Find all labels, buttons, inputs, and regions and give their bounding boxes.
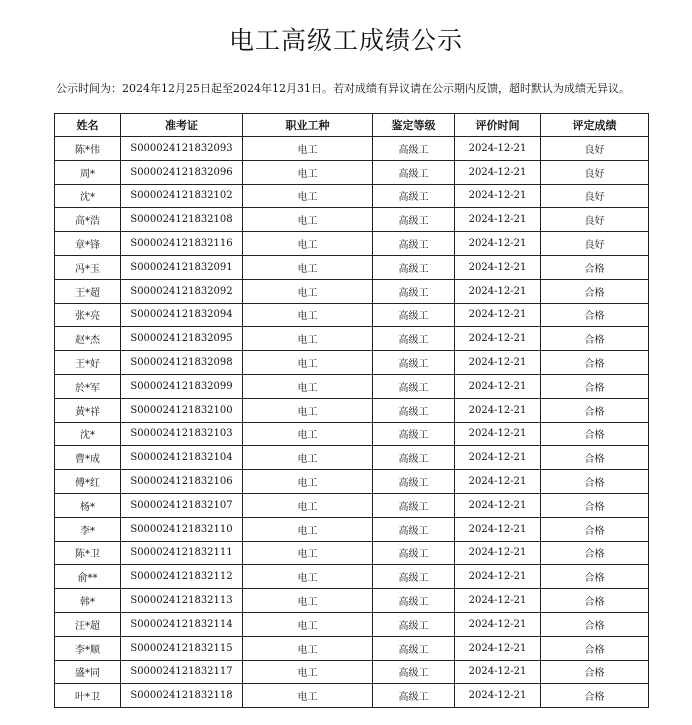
cell-occupation: 电工 (243, 493, 373, 517)
cell-result: 合格 (541, 612, 649, 636)
cell-occupation: 电工 (243, 422, 373, 446)
cell-occupation: 电工 (243, 446, 373, 470)
table-row (55, 327, 649, 351)
cell-name: 陈*伟 (55, 137, 121, 161)
table-row (55, 541, 649, 565)
cell-date: 2024-12-21 (455, 255, 541, 279)
cell-occupation: 电工 (243, 612, 373, 636)
cell-exam-id: S000024121832093 (121, 137, 243, 161)
table-row (55, 208, 649, 232)
table-row (55, 589, 649, 613)
cell-level: 高级工 (373, 398, 455, 422)
cell-name: 黄*祥 (55, 398, 121, 422)
table-row (55, 398, 649, 422)
cell-level: 高级工 (373, 160, 455, 184)
cell-exam-id: S000024121832108 (121, 208, 243, 232)
cell-occupation: 电工 (243, 303, 373, 327)
cell-exam-id: S000024121832102 (121, 184, 243, 208)
cell-result: 合格 (541, 279, 649, 303)
cell-exam-id: S000024121832098 (121, 351, 243, 375)
cell-result: 合格 (541, 684, 649, 708)
cell-result: 合格 (541, 517, 649, 541)
cell-result: 合格 (541, 541, 649, 565)
cell-name: 冯*玉 (55, 255, 121, 279)
cell-name: 章*锋 (55, 232, 121, 256)
cell-exam-id: S000024121832099 (121, 374, 243, 398)
cell-level: 高级工 (373, 137, 455, 161)
cell-level: 高级工 (373, 493, 455, 517)
cell-date: 2024-12-21 (455, 636, 541, 660)
cell-exam-id: S000024121832092 (121, 279, 243, 303)
table-row (55, 137, 649, 161)
cell-name: 韩* (55, 589, 121, 613)
cell-occupation: 电工 (243, 160, 373, 184)
cell-date: 2024-12-21 (455, 303, 541, 327)
cell-name: 沈* (55, 422, 121, 446)
header-date: 评价时间 (455, 114, 541, 137)
cell-occupation: 电工 (243, 232, 373, 256)
cell-name: 周* (55, 160, 121, 184)
table-row (55, 660, 649, 684)
cell-level: 高级工 (373, 517, 455, 541)
cell-result: 良好 (541, 160, 649, 184)
cell-date: 2024-12-21 (455, 374, 541, 398)
table-row (55, 493, 649, 517)
cell-name: 高*浩 (55, 208, 121, 232)
cell-result: 合格 (541, 493, 649, 517)
cell-exam-id: S000024121832116 (121, 232, 243, 256)
document-title: 电工高级工成绩公示 (228, 26, 463, 55)
cell-exam-id: S000024121832096 (121, 160, 243, 184)
cell-name: 陈*卫 (55, 541, 121, 565)
cell-date: 2024-12-21 (455, 327, 541, 351)
cell-level: 高级工 (373, 208, 455, 232)
table-row (55, 184, 649, 208)
cell-exam-id: S000024121832113 (121, 589, 243, 613)
cell-exam-id: S000024121832094 (121, 303, 243, 327)
cell-occupation: 电工 (243, 684, 373, 708)
cell-result: 合格 (541, 660, 649, 684)
cell-occupation: 电工 (243, 541, 373, 565)
cell-date: 2024-12-21 (455, 660, 541, 684)
header-level: 鉴定等级 (373, 114, 455, 137)
cell-result: 合格 (541, 303, 649, 327)
cell-name: 盛*同 (55, 660, 121, 684)
cell-name: 杨* (55, 493, 121, 517)
table-body (55, 137, 649, 708)
cell-result: 合格 (541, 636, 649, 660)
table-row (55, 303, 649, 327)
cell-date: 2024-12-21 (455, 446, 541, 470)
cell-level: 高级工 (373, 327, 455, 351)
cell-level: 高级工 (373, 351, 455, 375)
cell-exam-id: S000024121832115 (121, 636, 243, 660)
table-row (55, 351, 649, 375)
cell-result: 良好 (541, 232, 649, 256)
cell-occupation: 电工 (243, 184, 373, 208)
cell-occupation: 电工 (243, 137, 373, 161)
cell-date: 2024-12-21 (455, 565, 541, 589)
cell-date: 2024-12-21 (455, 398, 541, 422)
cell-occupation: 电工 (243, 589, 373, 613)
cell-name: 沈* (55, 184, 121, 208)
cell-level: 高级工 (373, 184, 455, 208)
cell-occupation: 电工 (243, 208, 373, 232)
cell-date: 2024-12-21 (455, 137, 541, 161)
cell-name: 赵*杰 (55, 327, 121, 351)
cell-result: 良好 (541, 184, 649, 208)
cell-exam-id: S000024121832112 (121, 565, 243, 589)
cell-level: 高级工 (373, 279, 455, 303)
cell-date: 2024-12-21 (455, 589, 541, 613)
header-name: 姓名 (55, 114, 121, 137)
cell-result: 合格 (541, 565, 649, 589)
cell-date: 2024-12-21 (455, 208, 541, 232)
score-table (54, 113, 649, 708)
cell-name: 张*亮 (55, 303, 121, 327)
cell-level: 高级工 (373, 303, 455, 327)
cell-occupation: 电工 (243, 351, 373, 375)
cell-level: 高级工 (373, 565, 455, 589)
table-row (55, 565, 649, 589)
cell-occupation: 电工 (243, 255, 373, 279)
cell-result: 良好 (541, 137, 649, 161)
cell-level: 高级工 (373, 684, 455, 708)
cell-date: 2024-12-21 (455, 470, 541, 494)
cell-level: 高级工 (373, 470, 455, 494)
cell-date: 2024-12-21 (455, 232, 541, 256)
cell-level: 高级工 (373, 446, 455, 470)
cell-name: 叶*卫 (55, 684, 121, 708)
cell-occupation: 电工 (243, 279, 373, 303)
cell-exam-id: S000024121832095 (121, 327, 243, 351)
cell-name: 王*超 (55, 279, 121, 303)
header-exam-id: 准考证 (121, 114, 243, 137)
cell-exam-id: S000024121832114 (121, 612, 243, 636)
cell-name: 曹*成 (55, 446, 121, 470)
cell-result: 合格 (541, 422, 649, 446)
table-row (55, 684, 649, 708)
cell-date: 2024-12-21 (455, 160, 541, 184)
table-row (55, 470, 649, 494)
table-row (55, 232, 649, 256)
table-row (55, 636, 649, 660)
table-row (55, 446, 649, 470)
table-row (55, 255, 649, 279)
cell-name: 傅*红 (55, 470, 121, 494)
cell-result: 合格 (541, 351, 649, 375)
table-row (55, 279, 649, 303)
cell-occupation: 电工 (243, 374, 373, 398)
cell-result: 合格 (541, 589, 649, 613)
table-row (55, 517, 649, 541)
cell-occupation: 电工 (243, 660, 373, 684)
cell-result: 良好 (541, 208, 649, 232)
cell-level: 高级工 (373, 374, 455, 398)
cell-date: 2024-12-21 (455, 493, 541, 517)
cell-exam-id: S000024121832106 (121, 470, 243, 494)
cell-exam-id: S000024121832091 (121, 255, 243, 279)
cell-date: 2024-12-21 (455, 684, 541, 708)
cell-level: 高级工 (373, 660, 455, 684)
cell-result: 合格 (541, 398, 649, 422)
cell-date: 2024-12-21 (455, 184, 541, 208)
cell-level: 高级工 (373, 255, 455, 279)
cell-exam-id: S000024121832117 (121, 660, 243, 684)
cell-level: 高级工 (373, 589, 455, 613)
cell-name: 李*顺 (55, 636, 121, 660)
cell-name: 俞** (55, 565, 121, 589)
cell-date: 2024-12-21 (455, 351, 541, 375)
cell-date: 2024-12-21 (455, 279, 541, 303)
cell-level: 高级工 (373, 541, 455, 565)
table-row (55, 160, 649, 184)
cell-name: 汪*超 (55, 612, 121, 636)
cell-occupation: 电工 (243, 327, 373, 351)
table-row (55, 374, 649, 398)
cell-exam-id: S000024121832104 (121, 446, 243, 470)
header-result: 评定成绩 (541, 114, 649, 137)
cell-occupation: 电工 (243, 470, 373, 494)
cell-result: 合格 (541, 327, 649, 351)
cell-occupation: 电工 (243, 517, 373, 541)
cell-result: 合格 (541, 470, 649, 494)
cell-exam-id: S000024121832103 (121, 422, 243, 446)
cell-level: 高级工 (373, 612, 455, 636)
cell-exam-id: S000024121832118 (121, 684, 243, 708)
cell-occupation: 电工 (243, 636, 373, 660)
cell-level: 高级工 (373, 232, 455, 256)
cell-date: 2024-12-21 (455, 541, 541, 565)
cell-date: 2024-12-21 (455, 612, 541, 636)
cell-level: 高级工 (373, 422, 455, 446)
cell-name: 王*好 (55, 351, 121, 375)
cell-date: 2024-12-21 (455, 422, 541, 446)
cell-result: 合格 (541, 255, 649, 279)
cell-name: 李* (55, 517, 121, 541)
header-occupation: 职业工种 (243, 114, 373, 137)
cell-name: 於*军 (55, 374, 121, 398)
cell-result: 合格 (541, 374, 649, 398)
publicity-notice: 公示时间为：2024年12月25日起至2024年12月31日。若对成绩有异议请在公示期内反馈，超时默认为成绩无异议。 (56, 82, 630, 95)
table-row (55, 422, 649, 446)
cell-exam-id: S000024121832107 (121, 493, 243, 517)
table-header-row (55, 114, 649, 137)
cell-occupation: 电工 (243, 398, 373, 422)
cell-exam-id: S000024121832111 (121, 541, 243, 565)
table-row (55, 612, 649, 636)
cell-exam-id: S000024121832100 (121, 398, 243, 422)
cell-date: 2024-12-21 (455, 517, 541, 541)
cell-level: 高级工 (373, 636, 455, 660)
cell-occupation: 电工 (243, 565, 373, 589)
cell-exam-id: S000024121832110 (121, 517, 243, 541)
cell-result: 合格 (541, 446, 649, 470)
